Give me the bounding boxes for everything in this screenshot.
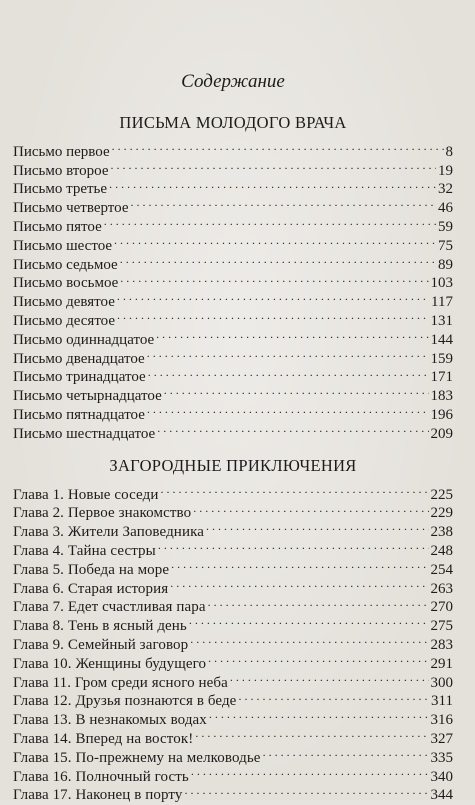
dot-leader (157, 419, 428, 438)
dot-leader (109, 175, 436, 194)
toc-entry-page-number: 238 (430, 524, 453, 541)
toc-entry-label: Глава 3. Жители Заповедника (13, 524, 204, 541)
dot-leader (147, 344, 429, 363)
dot-leader (195, 724, 428, 743)
toc-entry-page-number: 340 (430, 768, 453, 785)
toc-entry-label: Глава 16. Полночный гость (13, 768, 189, 785)
dot-leader (114, 231, 436, 250)
toc-entry-page-number: 196 (430, 406, 453, 423)
toc-entry-label: Глава 12. Друзья познаются в беде (13, 693, 237, 710)
section-title: ПИСЬМА МОЛОДОГО ВРАЧА (119, 113, 347, 132)
toc-entry-label: Письмо четвертое (13, 200, 129, 217)
toc-entry-label: Глава 15. По-прежнему на мелководье (13, 749, 261, 766)
toc-entry-page-number: 248 (430, 542, 453, 559)
dot-leader (131, 193, 436, 212)
toc-entry (13, 137, 453, 160)
toc-entry-label: Письмо двенадцатое (13, 350, 145, 367)
dot-leader (190, 630, 428, 649)
toc-entry-label: Глава 5. Победа на море (13, 561, 170, 578)
dot-leader (158, 536, 429, 555)
toc-entry-label: Глава 11. Гром среди ясного неба (13, 674, 228, 691)
toc-entry-page-number: 270 (430, 599, 453, 616)
toc-entry-page-number: 159 (430, 350, 453, 367)
toc-entry-page-number: 183 (430, 388, 453, 405)
toc-entry-label: Глава 7. Едет счастливая пара (13, 599, 206, 616)
toc-entry-label: Глава 9. Семейный заговор (13, 636, 189, 653)
toc-entry-page-number: 344 (430, 787, 453, 804)
dot-leader (184, 781, 428, 800)
toc-entry-label: Глава 1. Новые соседи (13, 486, 159, 503)
section-adventures (13, 455, 453, 804)
section-title: ЗАГОРОДНЫЕ ПРИКЛЮЧЕНИЯ (109, 455, 357, 475)
toc-entry-label: Глава 2. Первое знакомство (13, 505, 192, 522)
toc-entry-label: Письмо второе (13, 162, 109, 179)
toc-entry (13, 480, 453, 503)
dot-leader (171, 555, 428, 574)
dot-leader (263, 743, 429, 762)
toc-entry-page-number: 171 (430, 369, 453, 386)
dot-leader (120, 269, 428, 288)
toc-entry-label: Письмо тринадцатое (13, 369, 146, 386)
dot-leader (189, 611, 429, 630)
dot-leader (206, 517, 429, 536)
toc-list-letters (13, 137, 453, 442)
toc-entry-label: Письмо одиннадцатое (13, 331, 155, 348)
toc-entry-page-number: 263 (430, 580, 453, 597)
toc-entry-label: Письмо девятое (13, 294, 115, 311)
toc-entry-page-number: 254 (430, 561, 453, 578)
toc-entry-label: Письмо десятое (13, 312, 116, 329)
toc-entry-page-number: 316 (430, 712, 453, 729)
toc-entry-page-number: 275 (430, 618, 453, 635)
toc-entry-label: Глава 17. Наконец в порту (13, 787, 183, 804)
dot-leader (160, 480, 428, 499)
dot-leader (156, 325, 428, 344)
toc-entry-page-number: 283 (430, 636, 453, 653)
toc-entry-page-number: 46 (438, 200, 453, 217)
contents-title: Содержание (181, 71, 285, 92)
toc-entry-label: Глава 14. Вперед на восток! (13, 730, 194, 747)
toc-entry-page-number: 335 (430, 749, 453, 766)
dot-leader (117, 306, 428, 325)
dot-leader (111, 156, 436, 175)
toc-entry-label: Глава 4. Тайна сестры (13, 542, 156, 559)
toc-entry-page-number: 225 (430, 486, 453, 503)
dot-leader (120, 250, 436, 269)
toc-entry-label: Письмо пятое (13, 218, 102, 235)
toc-entry-label: Письмо первое (13, 143, 110, 160)
dot-leader (147, 400, 429, 419)
toc-entry-label: Глава 13. В незнакомых водах (13, 712, 207, 729)
toc-entry-page-number: 311 (431, 693, 453, 710)
toc-entry-label: Письмо восьмое (13, 275, 119, 292)
toc-entry-label: Письмо третье (13, 181, 108, 198)
toc-entry-page-number: 117 (431, 294, 453, 311)
toc-entry-page-number: 144 (430, 331, 453, 348)
toc-entry-label: Глава 6. Старая история (13, 580, 169, 597)
toc-entry-label: Письмо седьмое (13, 256, 118, 273)
toc-entry-page-number: 103 (430, 275, 453, 292)
dot-leader (117, 287, 429, 306)
dot-leader (164, 381, 429, 400)
dot-leader (209, 705, 429, 724)
dot-leader (191, 762, 429, 781)
dot-leader (208, 649, 428, 668)
toc-entry-page-number: 89 (438, 256, 453, 273)
toc-entry-label: Письмо четырнадцатое (13, 388, 162, 405)
dot-leader (193, 499, 428, 518)
dot-leader (208, 593, 429, 612)
toc-entry-label: Письмо пятнадцатое (13, 406, 145, 423)
dot-leader (170, 574, 428, 593)
toc-entry-page-number: 229 (430, 505, 453, 522)
toc-entry-page-number: 327 (430, 730, 453, 747)
toc-entry-page-number: 300 (430, 674, 453, 691)
toc-entry-label: Письмо шестнадцатое (13, 425, 156, 442)
toc-entry-label: Глава 10. Женщины будущего (13, 655, 207, 672)
toc-entry-page-number: 59 (438, 218, 453, 235)
section-letters (13, 113, 453, 442)
toc-entry-page-number: 209 (430, 425, 453, 442)
toc-entry-page-number: 8 (445, 143, 453, 160)
toc-entry-label: Письмо шестое (13, 237, 113, 254)
dot-leader (230, 668, 429, 687)
dot-leader (238, 687, 429, 706)
dot-leader (148, 363, 429, 382)
toc-entry-page-number: 75 (438, 237, 453, 254)
dot-leader (104, 212, 436, 231)
toc-list-adventures (13, 480, 453, 804)
toc-entry-page-number: 291 (430, 655, 453, 672)
toc-entry-page-number: 19 (438, 162, 453, 179)
toc-entry-page-number: 131 (430, 312, 453, 329)
toc-entry-label: Глава 8. Тень в ясный день (13, 618, 187, 635)
toc-entry-page-number: 32 (438, 181, 453, 198)
dot-leader (112, 137, 444, 156)
